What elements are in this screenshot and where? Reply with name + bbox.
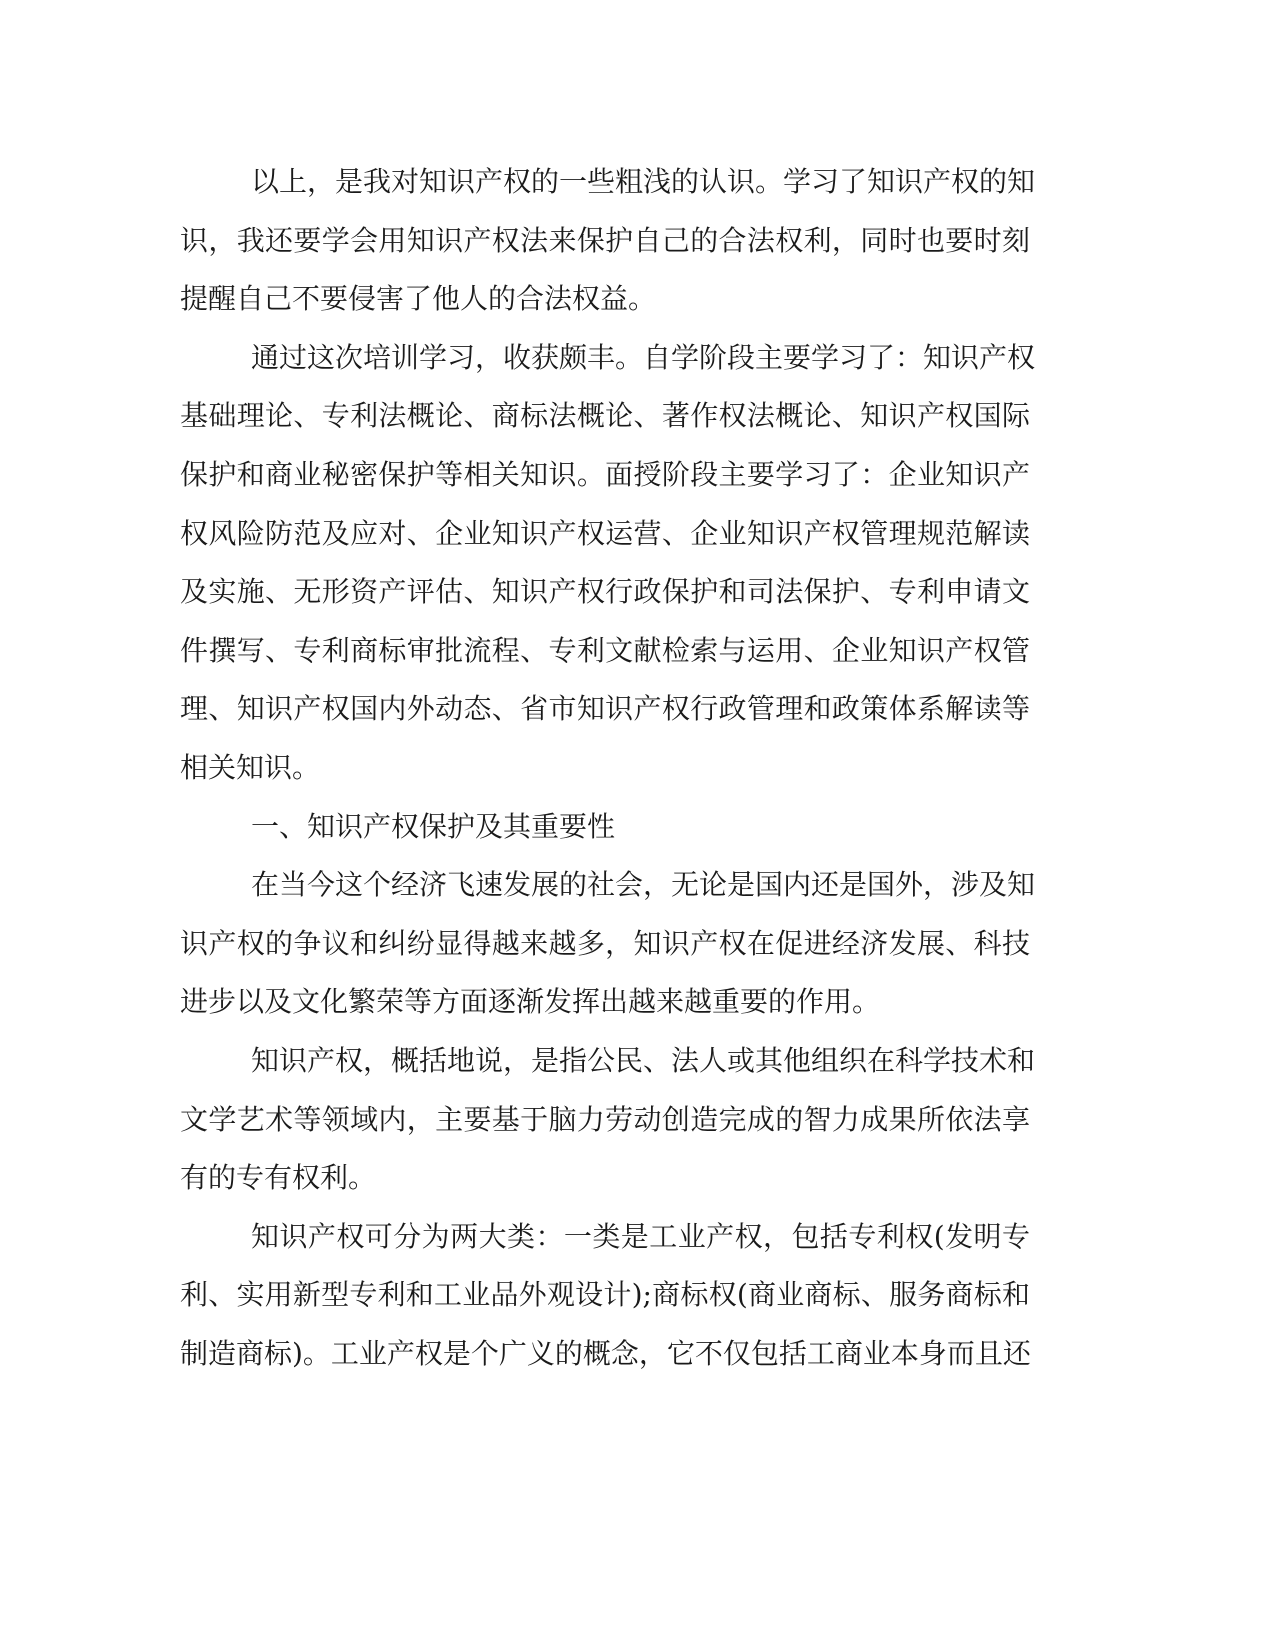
text-line: 相关知识。 [180, 750, 321, 784]
text-line: 进步以及文化繁荣等方面逐渐发挥出越来越重要的作用。 [180, 985, 881, 1019]
text-line: 基础理论、专利法概论、商标法概论、著作权法概论、知识产权国际 [180, 399, 1030, 433]
paragraph-5 [180, 1032, 1036, 1208]
text-line: 有的专有权利。 [180, 1161, 377, 1195]
text-line: 识，我还要学会用知识产权法来保护自己的合法权利，同时也要时刻 [180, 223, 1030, 257]
text-line: 理、知识产权国内外动态、省市知识产权行政管理和政策体系解读等 [180, 692, 1030, 726]
text-line: 识产权的争议和纠纷显得越来越多，知识产权在促进经济发展、科技 [180, 926, 1030, 960]
paragraph-2 [180, 329, 1036, 798]
text-line: 制造商标)。工业产权是个广义的概念，它不仅包括工商业本身而且还 [180, 1336, 1031, 1370]
paragraph-6 [180, 1208, 1030, 1384]
paragraph-4 [180, 856, 1036, 1032]
heading-text: 一、知识产权保护及其重要性 [251, 809, 616, 843]
text-line: 通过这次培训学习，收获颇丰。自学阶段主要学习了：知识产权 [251, 340, 1036, 374]
text-line: 以上，是我对知识产权的一些粗浅的认识。学习了知识产权的知 [251, 165, 1036, 198]
text-line: 保护和商业秘密保护等相关知识。面授阶段主要学习了：企业知识产 [180, 457, 1030, 491]
text-line: 文学艺术等领域内，主要基于脑力劳动创造完成的智力成果所依法享 [180, 1102, 1030, 1136]
text-line: 提醒自己不要侵害了他人的合法权益。 [180, 282, 657, 316]
text-line: 在当今这个经济飞速发展的社会，无论是国内还是国外，涉及知 [251, 868, 1036, 902]
text-line: 权风险防范及应对、企业知识产权运营、企业知识产权管理规范解读 [180, 516, 1030, 550]
text-line: 及实施、无形资产评估、知识产权行政保护和司法保护、专利申请文 [180, 575, 1030, 609]
text-line: 知识产权可分为两大类：一类是工业产权，包括专利权(发明专 [251, 1219, 1030, 1253]
text-line: 利、实用新型专利和工业品外观设计);商标权(商业商标、服务商标和 [180, 1278, 1030, 1312]
paragraph-1 [180, 153, 1036, 329]
section-heading [180, 798, 1030, 857]
text-line: 件撰写、专利商标审批流程、专利文献检索与运用、企业知识产权管 [180, 633, 1030, 667]
text-line: 知识产权，概括地说，是指公民、法人或其他组织在科学技术和 [251, 1043, 1036, 1077]
document-body [180, 153, 1036, 1383]
